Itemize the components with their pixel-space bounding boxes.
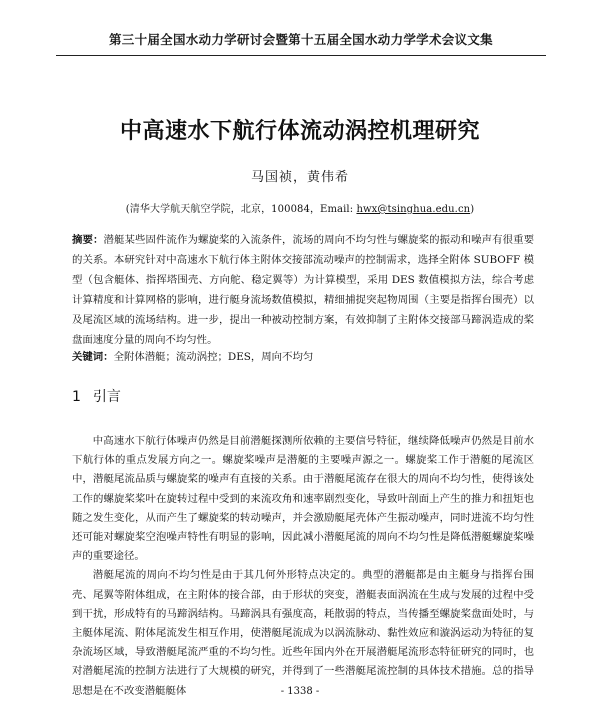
keywords-label: 关键词： [72,351,114,363]
page-number: - 1338 - [280,686,320,697]
affiliation-text: (清华大学航天航空学院，北京，100084，Email: [125,204,357,215]
authors: 马国祯，黄伟希 [250,170,349,185]
keywords [72,348,534,363]
abstract-text: 潜艇某些固件流作为螺旋桨的入流条件，流场的周向不均匀性与螺旋桨的振动和噪声有很重要的关系。本研究针对中高速水下航行体主附体交接部流动噪声的控制需求，选择全附体 SUBOFF 模型（包含艇体、指挥塔围壳、方向舵、稳定翼等）为计算模型，采用 DES 数值模拟方法，综合考虑计算精度和计算网格的影响，进行艇身流场数值模拟，精细捕捉突起物周围（主要是指挥台围壳）以及尾流区域的流场结构。进一步，提出一种被动控制方案，有效抑制了主附体交接部马蹄涡造成的桨盘面速度分量的周向不均匀性。 [72,234,535,346]
affiliation-close: ) [470,204,475,215]
abstract [72,230,534,350]
keywords-text: 全附体潜艇；流动涡控；DES，周向不均匀 [113,351,314,363]
section-title: 引言 [92,389,121,405]
section-heading [72,386,121,406]
affiliation [60,200,540,215]
abstract-label: 摘要： [72,234,104,246]
email-link[interactable]: hwx@tsinghua.edu.cn [356,204,471,215]
paper-title: 中高速水下航行体流动涡控机理研究 [119,119,480,144]
header-rule [56,55,546,56]
body-paragraph: 潜艇尾流的周向不均匀性是由于其几何外形特点决定的。典型的潜艇都是由主艇身与指挥台围壳、尾翼等附体组成，在主附体的接合部，由于形状的突变，潜艇表面涡流在生成与发展的过程中受到干扰，形成特有的马蹄涡结构。马蹄涡具有强度高，耗散弱的特点，当传播至螺旋桨盘面处时，与主艇体尾流、附体尾流发生相互作用，使潜艇尾流成为以涡流脉动、黏性效应和漩涡运动为特征的复杂流场区域，导致潜艇尾流严重的不均匀性。近些年国内外在开展潜艇尾流形态特征研究的同时，也对潜艇尾流的控制方法进行了大规模的研究，并得到了一些潜艇尾流控制的具体技术措施。总的指导思想是在不改变潜艇艇体 [72,569,534,697]
running-header: 第三十届全国水动力学研讨会暨第十五届全国水动力学学术会议文集 [108,32,493,47]
section-number: 1 [72,389,81,405]
body-text [72,432,534,701]
body-paragraph: 中高速水下航行体噪声仍然是目前潜艇探测所依赖的主要信号特征，继续降低噪声仍然是目前水下航行体的重点发展方向之一。螺旋桨噪声是潜艇的主要噪声源之一。螺旋桨工作于潜艇的尾流区中，潜艇尾流品质与螺旋桨的噪声有直接的关系。由于潜艇尾流存在很大的周向不均匀性，使得该处工作的螺旋桨桨叶在旋转过程中受到的来流攻角和速率剧烈变化，导致叶剖面上产生的推力和扭矩也随之发生变化，从而产生了螺旋桨的转动噪声，并会激励艇尾壳体产生振动噪声，同时进流不均匀性还可能对螺旋桨空泡噪声特性有明显的影响，因此减小潜艇尾流的周向不均匀性是降低潜艇螺旋桨噪声的重要途径。 [72,435,534,563]
